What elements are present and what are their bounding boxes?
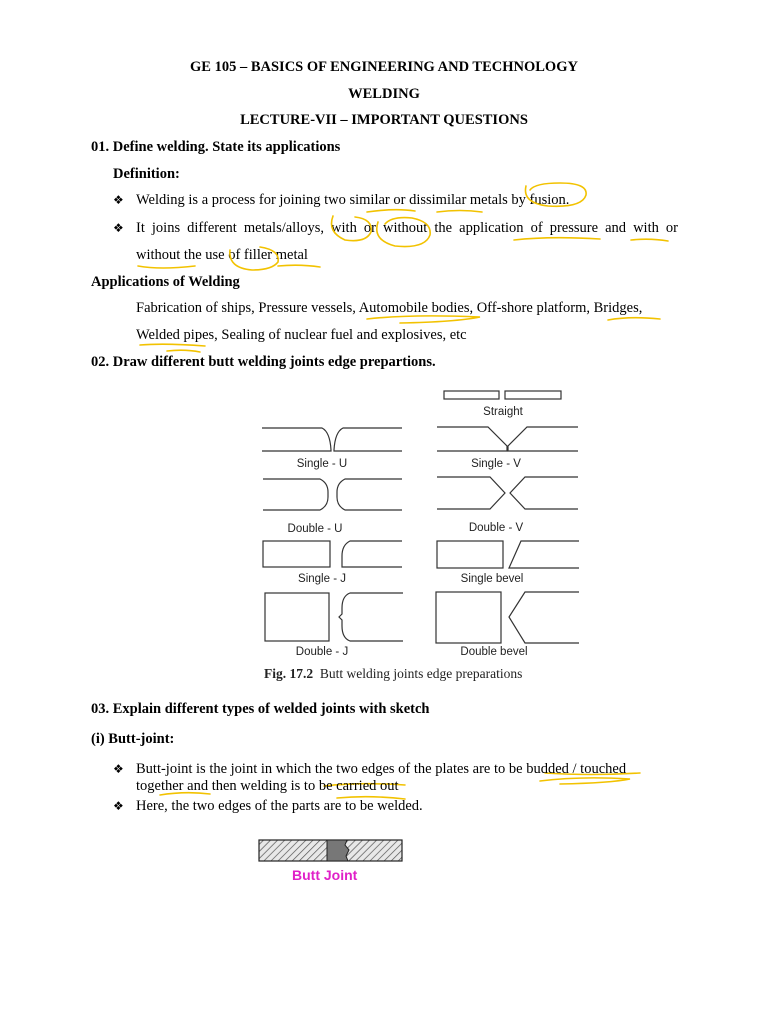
double-j-right bbox=[339, 593, 403, 641]
lecture-title: LECTURE-VII – IMPORTANT QUESTIONS bbox=[240, 112, 528, 128]
single-bevel-left bbox=[437, 541, 503, 568]
course-title: GE 105 – BASICS OF ENGINEERING AND TECHNOLOGY bbox=[190, 59, 578, 75]
label-single-bevel: Single bevel bbox=[460, 573, 524, 585]
double-j-left bbox=[265, 593, 329, 641]
butt-joint-bullet-2: Here, the two edges of the parts are to be welded. bbox=[136, 798, 423, 814]
bullet-diamond-icon: ❖ bbox=[113, 762, 124, 776]
butt-joint-bullet-1: Butt-joint is the joint in which the two edges of the plates are to be budded / touched bbox=[136, 761, 627, 777]
label-straight: Straight bbox=[483, 406, 523, 418]
applications-line-1: Fabrication of ships, Pressure vessels, Automobile bodies, Off-shore platform, Bridges, bbox=[136, 300, 643, 316]
double-bevel-right bbox=[509, 592, 579, 643]
butt-joint-label: Butt Joint bbox=[292, 867, 358, 883]
double-bevel-left bbox=[436, 592, 501, 643]
single-j-left bbox=[263, 541, 330, 567]
definition-bullet-1: Welding is a process for joining two similar or dissimilar metals by fusion. bbox=[136, 192, 570, 208]
topic-title: WELDING bbox=[348, 86, 420, 102]
straight-plate-right bbox=[505, 391, 561, 399]
butt-joint-bullet-1-cont: together and then welding is to be carried out bbox=[136, 778, 399, 794]
label-double-bevel: Double bevel bbox=[460, 646, 528, 658]
bullet-diamond-icon: ❖ bbox=[113, 799, 124, 813]
label-double-v: Double - V bbox=[468, 522, 524, 534]
double-v-left bbox=[437, 477, 505, 509]
figure-number: Fig. 17.2 bbox=[264, 666, 314, 681]
definition-bullet-2: It joins different metals/alloys, with or without the application of pressure and with or bbox=[136, 220, 678, 236]
single-j-right bbox=[342, 541, 402, 567]
double-u-left bbox=[263, 479, 328, 510]
straight-plate-left bbox=[444, 391, 499, 399]
single-u-right bbox=[334, 428, 402, 451]
bullet-diamond-icon: ❖ bbox=[113, 193, 124, 207]
label-single-u: Single - U bbox=[296, 458, 348, 470]
single-u-left bbox=[262, 428, 331, 451]
single-bevel-right bbox=[509, 541, 579, 568]
figure-caption-text: Butt welding joints edge preparations bbox=[319, 666, 523, 681]
bullet-diamond-icon: ❖ bbox=[113, 221, 124, 235]
butt-joint-weld-bead bbox=[327, 840, 349, 861]
question-3: 03. Explain different types of welded joints with sketch bbox=[91, 701, 430, 717]
label-double-j: Double - J bbox=[295, 646, 349, 658]
single-v-left bbox=[437, 427, 507, 451]
definition-bullet-2-cont: without the use of filler metal bbox=[136, 247, 308, 263]
applications-line-2: Welded pipes, Sealing of nuclear fuel and explosives, etc bbox=[136, 327, 467, 343]
question-2: 02. Draw different butt welding joints edge prepartions. bbox=[91, 354, 436, 370]
single-v-right bbox=[508, 427, 578, 451]
label-single-v: Single - V bbox=[471, 458, 521, 470]
question-1: 01. Define welding. State its applications bbox=[91, 139, 341, 155]
applications-heading: Applications of Welding bbox=[91, 274, 240, 290]
butt-joint-subheading: (i) Butt-joint: bbox=[91, 731, 175, 747]
double-u-right bbox=[337, 479, 402, 510]
label-single-j: Single - J bbox=[298, 573, 346, 585]
double-v-right bbox=[510, 477, 578, 509]
label-double-u: Double - U bbox=[287, 523, 343, 535]
figure-caption bbox=[264, 666, 522, 682]
definition-label: Definition: bbox=[113, 166, 180, 182]
